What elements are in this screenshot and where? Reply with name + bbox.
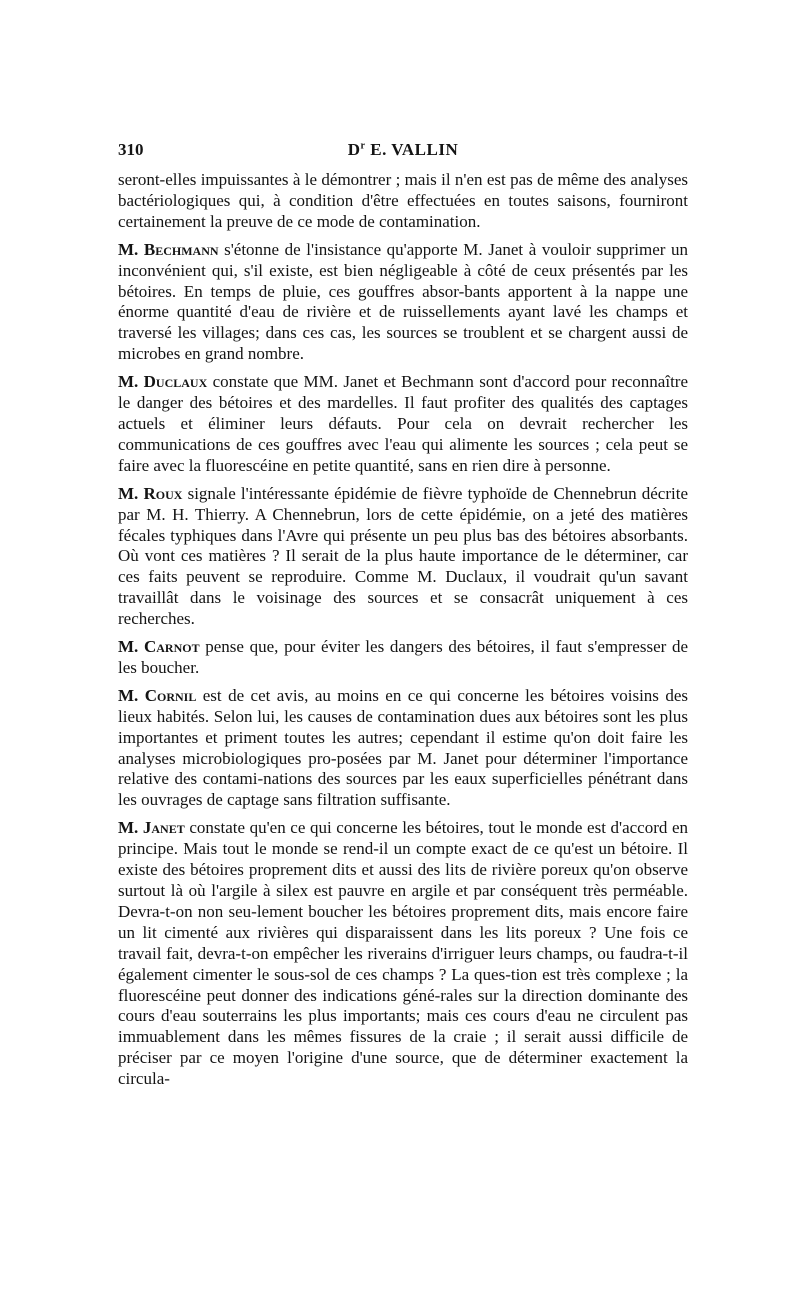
speaker-name: Cornil — [144, 685, 197, 705]
speaker-name: Duclaux — [143, 372, 208, 392]
paragraph-lead: M. — [118, 818, 143, 838]
speaker-name: Roux — [143, 483, 183, 503]
page-number: 310 — [118, 140, 144, 159]
paragraph-text: seront-elles impuissantes à le démontrer ; mais il n'en est pas de même des analyses bactériologiques qui, à condition d'être effectuées en toutes saisons, fourniront certainement la preuve de ce mode de contamination. — [118, 170, 688, 231]
paragraph-text: est de cet avis, au moins en ce qui concerne les bétoires voisins des lieux habités. Selon lui, les causes de contamination dues aux bétoires sont les plus importantes et priment toutes les autres; cependant il estime qu'on doit faire les analyses microbiologiques pro-posées par M. Janet pour déterminer l'importance relative des contami-nations des sources par les eaux superficielles pénétrant dans les ouvrages de captage sans filtration suffisante. — [118, 685, 688, 810]
paragraph-3 — [118, 484, 688, 630]
paragraph-lead: M. — [118, 483, 144, 503]
paragraph-text: pense que, pour éviter les dangers des bétoires, il faut s'empresser de les boucher. — [118, 637, 688, 677]
paragraph-text: constate qu'en ce qui concerne les bétoires, tout le monde est d'accord en principe. Mais tout le monde se rend-il un compte exact de ce qu'est un bétoire. Il existe des bétoires proprement dits et aussi des lits de rivière poreux qu'on observe surtout là où l'argile à silex est pauvre en argile et par conséquent très perméable. Devra-t-on non seu-lement boucher les bétoires proprement dits, mais encore faire un lit cimenté aux rivières qui disparaissent dans les lits poreux ? Une fois ce travail fait, devra-t-on empêcher les riverains d'irriguer leurs champs, ou faudra-t-il également cimenter le sous-sol de ces champs ? La ques-tion est très complexe ; la fluorescéine peut donner des indications géné-rales sur la direction dominante des cours d'eau souterrains les plus importants; mais ces cours d'eau ne circulent pas immuablement dans les mêmes fissures de la craie ; il serait aussi difficile de préciser par ce moyen l'origine d'une source, que de déterminer exactement la circula- — [118, 818, 689, 1089]
paragraph-lead: M. — [118, 239, 144, 259]
paragraph-0 — [118, 170, 688, 233]
paragraph-lead: M. — [118, 685, 145, 705]
speaker-name: Janet — [142, 818, 185, 838]
paragraph-6 — [118, 818, 688, 1090]
speaker-name: Bechmann — [143, 239, 219, 259]
paragraph-5 — [118, 686, 688, 811]
paragraph-text: constate que MM. Janet et Bechmann sont d'accord pour reconnaître le danger des bétoires et des mardelles. Il faut profiter des qualités des captages actuels et éliminer leurs défauts. Pour cela on devrait rechercher les communications de ces gouffres avec l'eau qui alimente les sources ; cela peut se faire avec la fluorescéine en petite quantité, sans en rien dire à personne. — [118, 372, 689, 475]
paragraph-4 — [118, 637, 688, 679]
paragraph-1 — [118, 240, 688, 365]
paragraph-text: s'étonne de l'insistance qu'apporte M. Janet à vouloir supprimer un inconvénient qui, s'il existe, est bien négligeable à côté de ceux présentés par les bétoires. En temps de pluie, ces gouffres absor-bants apportent à la nappe une énorme quantité d'eau de rivière et de ruissellements ayant lavé les champs et traversé les villages; dans ces cas, les sources se troublent et se chargent aussi de microbes en grand nombre. — [118, 239, 689, 364]
author-name: E. VALLIN — [365, 140, 459, 159]
body-text — [118, 170, 688, 1090]
speaker-name: Carnot — [143, 637, 200, 657]
book-page — [118, 140, 688, 1097]
author-prefix: D — [347, 140, 361, 159]
page-header — [118, 140, 688, 170]
paragraph-lead: M. — [118, 372, 144, 392]
running-head — [118, 140, 688, 160]
paragraph-text: signale l'intéressante épidémie de fièvre typhoïde de Chennebrun décrite par M. H. Thierry. A Chennebrun, lors de cette épidémie, on a jeté des matières fécales typhiques dans l'Avre qui présente un peu plus bas des bétoires absorbants. Où vont ces matières ? Il serait de la plus haute importance de le déterminer, car ces faits peuvent se reproduire. Comme M. Duclaux, il voudrait qu'un savant travaillât dans le voisinage des sources et se consacrât uniquement à ces recherches. — [118, 483, 688, 629]
paragraph-lead: M. — [118, 637, 144, 657]
paragraph-2 — [118, 372, 688, 477]
author-sup: r — [360, 140, 366, 152]
